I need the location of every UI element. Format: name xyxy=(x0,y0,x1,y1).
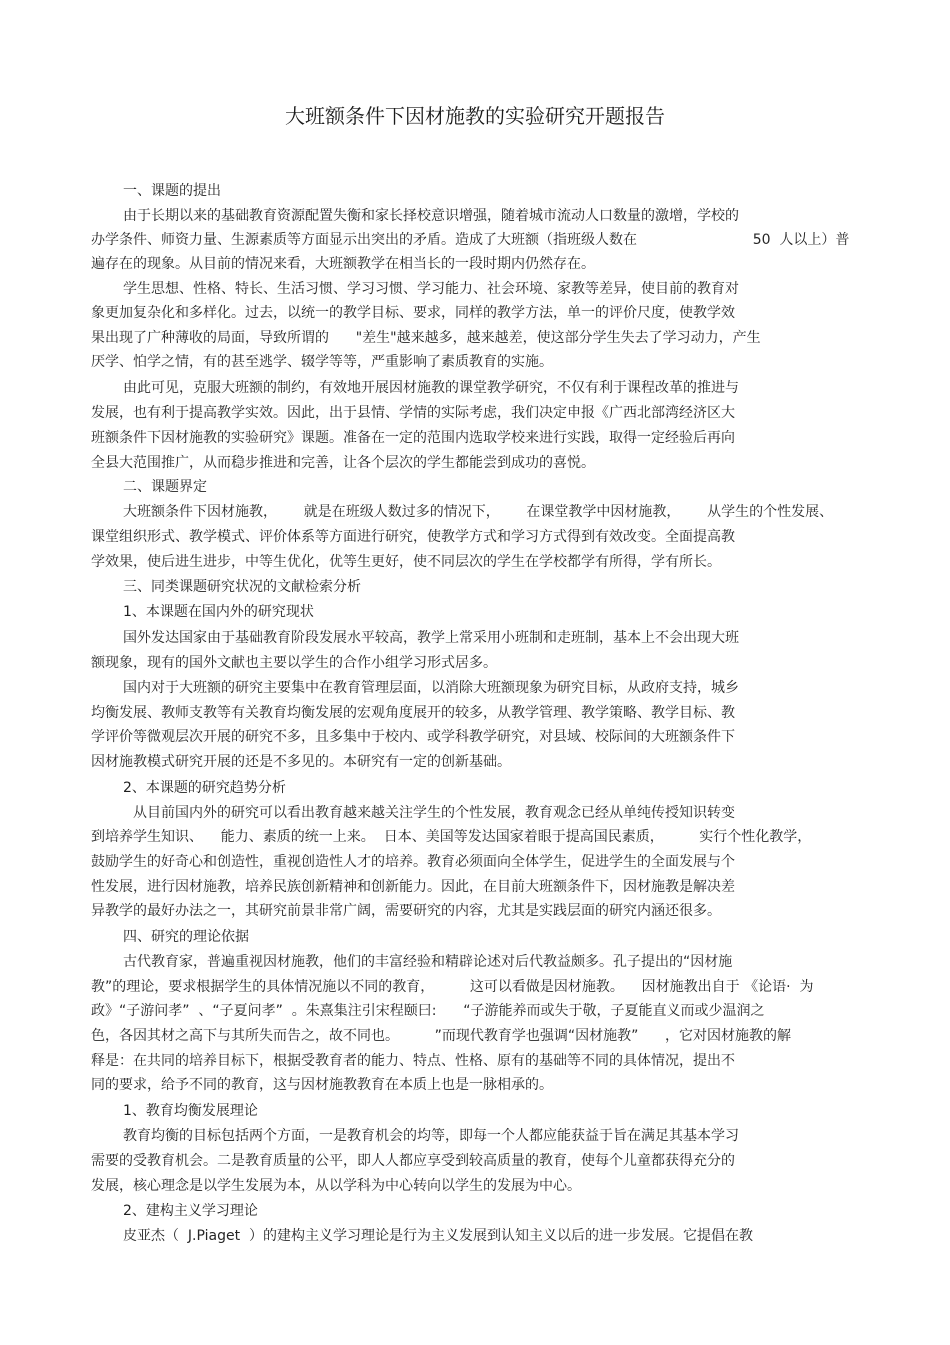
subsection-heading: 1、教育均衡发展理论 xyxy=(123,1103,258,1119)
paragraph-line: 到培养学生知识、 能力、素质的统一上来。 日本、美国等发达国家着眼于提高国民素质， 实行个性化教学， xyxy=(91,829,812,845)
paragraph-line: 学生思想、性格、特长、生活习惯、学习习惯、学习能力、社会环境、家教等差异，使目前的教育对 xyxy=(123,281,739,297)
section-heading: 二、课题界定 xyxy=(123,479,207,495)
paragraph-line: 因材施教模式研究开展的还是不多见的。本研究有一定的创新基础。 xyxy=(91,754,511,770)
paragraph-line: 发展，也有利于提高教学实效。因此，出于县情、学情的实际考虑，我们决定申报《广西北部湾经济区大 xyxy=(91,405,735,421)
paragraph-line: 皮亚杰（ J.Piaget ）的建构主义学习理论是行为主义发展到认知主义以后的进一步发展。它提倡在教 xyxy=(123,1228,753,1244)
document-title: 大班额条件下因材施教的实验研究开题报告 xyxy=(285,104,665,128)
paragraph-line: 象更加复杂化和多样化。过去，以统一的教学目标、要求，同样的教学方法，单一的评价尺度，使教学效 xyxy=(91,305,735,321)
paragraph-line: 释是：在共同的培养目标下，根据受教育者的能力、特点、性格、原有的基础等不同的具体情况，提出不 xyxy=(91,1053,735,1069)
paragraph-line: 教”的理论，要求根据学生的具体情况施以不同的教育， 这可以看做是因材施教。 因材施教出自于 《论语· 为 xyxy=(91,979,814,995)
paragraph-line: 全县大范围推广，从而稳步推进和完善，让各个层次的学生都能尝到成功的喜悦。 xyxy=(91,455,595,471)
paragraph-line: 大班额条件下因材施教， 就是在班级人数过多的情况下， 在课堂教学中因材施教， 从学生的个性发展、 xyxy=(123,504,834,520)
paragraph-line: 政》“子游问孝” 、“子夏问孝” 。朱熹集注引宋程颐曰: “子游能养而或失于敬，子夏能直义而或少温润之 xyxy=(91,1003,765,1019)
section-heading: 一、课题的提出 xyxy=(123,183,221,199)
paragraph-line: 课堂组织形式、教学模式、评价体系等方面进行研究，使教学方式和学习方式得到有效改变。全面提高教 xyxy=(91,529,735,545)
subsection-heading: 2、本课题的研究趋势分析 xyxy=(123,780,286,796)
paragraph-line: 发展，核心理念是以学生发展为本，从以学科为中心转向以学生的发展为中心。 xyxy=(91,1178,581,1194)
paragraph-line: 班额条件下因材施教的实验研究》课题。准备在一定的范围内选取学校来进行实践，取得一定经验后再向 xyxy=(91,430,735,446)
paragraph-line: 教育均衡的目标包括两个方面，一是教育机会的均等，即每一个人都应能获益于旨在满足其基本学习 xyxy=(123,1128,739,1144)
paragraph-line: 办学条件、师资力量、生源素质等方面显示出突出的矛盾。造成了大班额（指班级人数在 50 人以上）普 xyxy=(91,232,850,248)
paragraph-line: 厌学、怕学之情，有的甚至逃学、辍学等等，严重影响了素质教育的实施。 xyxy=(91,354,553,370)
subsection-heading: 2、建构主义学习理论 xyxy=(123,1203,258,1219)
paragraph-line: 需要的受教育机会。二是教育质量的公平，即人人都应享受到较高质量的教育，使每个儿童都获得充分的 xyxy=(91,1153,735,1169)
paragraph-line: 学评价等微观层次开展的研究不多，且多集中于校内、或学科教学研究，对县域、校际间的大班额条件下 xyxy=(91,729,735,745)
subsection-heading: 1、本课题在国内外的研究现状 xyxy=(123,604,314,620)
paragraph-line: 从目前国内外的研究可以看出教育越来越关注学生的个性发展，教育观念已经从单纯传授知识转变 xyxy=(133,805,735,821)
paragraph-line: 异教学的最好办法之一，其研究前景非常广阔，需要研究的内容，尤其是实践层面的研究内涵还很多。 xyxy=(91,903,721,919)
paragraph-line: 由于长期以来的基础教育资源配置失衡和家长择校意识增强，随着城市流动人口数量的激增，学校的 xyxy=(123,208,739,224)
paragraph-line: 果出现了广种薄收的局面，导致所谓的 "差生"越来越多，越来越差，使这部分学生失去了学习动力，产生 xyxy=(91,330,761,346)
section-heading: 四、研究的理论依据 xyxy=(123,929,249,945)
paragraph-line: 国外发达国家由于基础教育阶段发展水平较高，教学上常采用小班制和走班制，基本上不会出现大班 xyxy=(123,630,739,646)
paragraph-line: 同的要求，给予不同的教育，这与因材施教教育在本质上也是一脉相承的。 xyxy=(91,1077,553,1093)
paragraph-line: 鼓励学生的好奇心和创造性，重视创造性人才的培养。教育必须面向全体学生，促进学生的全面发展与个 xyxy=(91,854,735,870)
paragraph-line: 性发展，进行因材施教，培养民族创新精神和创新能力。因此，在目前大班额条件下，因材施教是解决差 xyxy=(91,879,735,895)
paragraph-line: 额现象，现有的国外文献也主要以学生的合作小组学习形式居多。 xyxy=(91,655,497,671)
section-heading: 三、同类课题研究状况的文献检索分析 xyxy=(123,579,361,595)
paragraph-line: 色，各因其材之高下与其所失而告之，故不同也。 ”而现代教育学也强调“因材施教” ，它对因材施教的解 xyxy=(91,1028,792,1044)
paragraph-line: 国内对于大班额的研究主要集中在教育管理层面，以消除大班额现象为研究目标，从政府支持，城乡 xyxy=(123,680,739,696)
paragraph-line: 遍存在的现象。从目前的情况来看，大班额教学在相当长的一段时期内仍然存在。 xyxy=(91,256,595,272)
paragraph-line: 学效果，使后进生进步，中等生优化，优等生更好，使不同层次的学生在学校都学有所得，学有所长。 xyxy=(91,554,721,570)
paragraph-line: 均衡发展、教师支教等有关教育均衡发展的宏观角度展开的较多，从教学管理、教学策略、教学目标、教 xyxy=(91,705,735,721)
paragraph-line: 古代教育家，普遍重视因材施教，他们的丰富经验和精辟论述对后代教益颇多。孔子提出的“因材施 xyxy=(123,954,733,970)
paragraph-line: 由此可见，克服大班额的制约，有效地开展因材施教的课堂教学研究，不仅有利于课程改革的推进与 xyxy=(123,380,739,396)
